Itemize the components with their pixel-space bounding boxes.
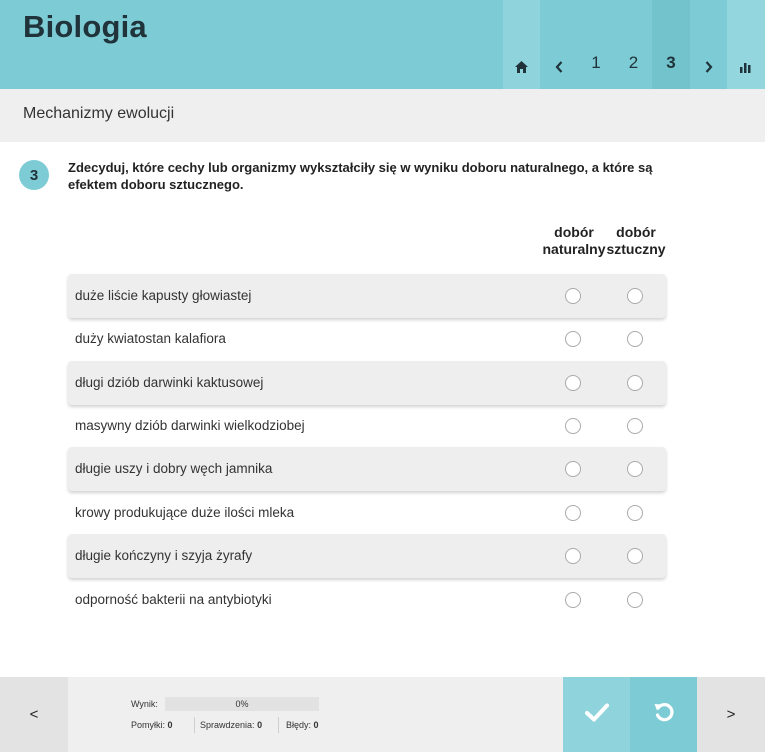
next-exercise-button[interactable]: > [697, 677, 765, 752]
radio-natural[interactable] [565, 592, 581, 608]
radio-artificial[interactable] [627, 548, 643, 564]
row-label: masywny dziób darwinki wielkodziobej [75, 418, 305, 433]
mistakes-value: 0 [167, 720, 173, 730]
radio-artificial[interactable] [627, 288, 643, 304]
answer-row [68, 447, 666, 491]
section-title: Mechanizmy ewolucji [23, 105, 175, 122]
question-number-badge: 3 [19, 160, 49, 190]
radio-artificial[interactable] [627, 505, 643, 521]
row-label: duże liście kapusty głowiastej [75, 288, 252, 303]
row-label: krowy produkujące duże ilości mleka [75, 505, 295, 520]
column-header-natural: dobór naturalny [542, 224, 606, 257]
errors-label: Błędy: [286, 720, 312, 730]
answer-row [68, 404, 666, 448]
radio-artificial[interactable] [627, 331, 643, 347]
radio-natural[interactable] [565, 331, 581, 347]
bar-chart-icon [740, 61, 753, 73]
row-label: odporność bakterii na antybiotyki [75, 592, 272, 607]
radio-artificial[interactable] [627, 592, 643, 608]
radio-natural[interactable] [565, 288, 581, 304]
row-label: długie kończyny i szyja żyrafy [75, 548, 253, 563]
answer-row [68, 491, 666, 535]
row-label: duży kwiatostan kalafiora [75, 331, 226, 346]
app-title: Biologia [23, 9, 147, 44]
column-header-artificial: dobór sztuczny [606, 224, 666, 257]
divider [194, 717, 195, 733]
radio-natural[interactable] [565, 418, 581, 434]
answer-row [68, 361, 666, 405]
checks-stat [200, 720, 262, 730]
app-header [0, 0, 765, 89]
page-3-button[interactable]: 3 [652, 0, 690, 89]
errors-stat [286, 720, 319, 730]
radio-natural[interactable] [565, 461, 581, 477]
score-value: 0% [235, 699, 249, 709]
score-progress-bar [165, 697, 319, 711]
answer-row [68, 578, 666, 622]
answer-row [68, 317, 666, 361]
answer-row [68, 274, 666, 318]
reset-button[interactable] [630, 677, 697, 752]
chevron-left-icon [555, 61, 563, 73]
next-page-button[interactable] [690, 0, 727, 89]
page-1-button[interactable]: 1 [591, 53, 601, 72]
radio-artificial[interactable] [627, 375, 643, 391]
radio-natural[interactable] [565, 548, 581, 564]
prev-page-button[interactable] [540, 0, 577, 89]
home-button[interactable] [503, 0, 540, 89]
radio-artificial[interactable] [627, 418, 643, 434]
check-answers-button[interactable] [563, 677, 630, 752]
radio-artificial[interactable] [627, 461, 643, 477]
radio-natural[interactable] [565, 375, 581, 391]
question-text: Zdecyduj, które cechy lub organizmy wykształciły się w wyniku doboru naturalnego, a które są efektem doboru sztucznego. [68, 160, 653, 192]
row-label: długie uszy i dobry węch jamnika [75, 461, 273, 476]
home-icon [515, 61, 528, 73]
radio-natural[interactable] [565, 505, 581, 521]
score-label: Wynik: [131, 699, 158, 709]
stats-button[interactable] [727, 0, 765, 89]
reset-icon [652, 700, 676, 729]
page-2-button[interactable]: 2 [628, 53, 639, 72]
mistakes-label: Pomyłki: [131, 720, 166, 730]
row-label: długi dziób darwinki kaktusowej [75, 375, 264, 390]
divider [278, 717, 279, 733]
checks-value: 0 [257, 720, 263, 730]
checks-label: Sprawdzenia: [200, 720, 255, 730]
chevron-right-icon [705, 61, 713, 73]
answer-row [68, 534, 666, 578]
prev-exercise-button[interactable]: < [0, 677, 68, 752]
checkmark-icon [585, 703, 609, 727]
mistakes-stat [131, 720, 173, 730]
errors-value: 0 [313, 720, 319, 730]
